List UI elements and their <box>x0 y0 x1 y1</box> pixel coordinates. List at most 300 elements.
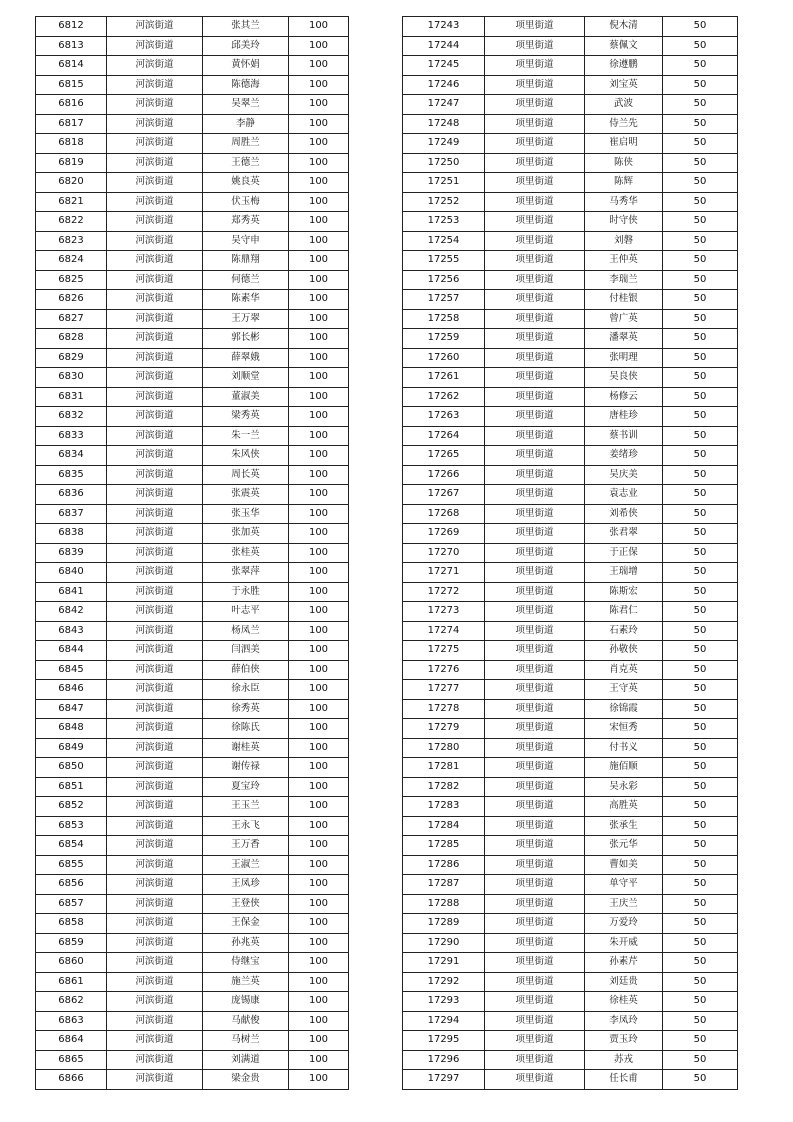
person-name-cell: 徐遵鹏 <box>585 56 663 76</box>
street-cell: 项里街道 <box>485 797 585 817</box>
street-cell: 河滨街道 <box>107 290 203 310</box>
person-name-cell: 施兰英 <box>203 972 289 992</box>
street-cell: 项里街道 <box>485 836 585 856</box>
street-cell: 河滨街道 <box>107 270 203 290</box>
street-cell: 项里街道 <box>485 699 585 719</box>
street-cell: 河滨街道 <box>107 251 203 271</box>
table-row <box>36 992 349 1012</box>
serial-number-cell: 6856 <box>36 875 107 895</box>
table-row <box>403 153 738 173</box>
table-row <box>36 192 349 212</box>
person-name-cell: 梁金贵 <box>203 1070 289 1090</box>
serial-number-cell: 17248 <box>403 114 485 134</box>
table-row <box>403 465 738 485</box>
amount-cell: 50 <box>663 329 738 349</box>
left-roster-table <box>35 16 349 1090</box>
person-name-cell: 张加英 <box>203 524 289 544</box>
table-row <box>403 329 738 349</box>
serial-number-cell: 6845 <box>36 660 107 680</box>
person-name-cell: 李凤玲 <box>585 1011 663 1031</box>
street-cell: 项里街道 <box>485 17 585 37</box>
table-row <box>36 660 349 680</box>
street-cell: 项里街道 <box>485 914 585 934</box>
table-row <box>403 602 738 622</box>
street-cell: 河滨街道 <box>107 134 203 154</box>
person-name-cell: 夏宝玲 <box>203 777 289 797</box>
person-name-cell: 周长英 <box>203 465 289 485</box>
person-name-cell: 曾广英 <box>585 309 663 329</box>
table-row <box>36 621 349 641</box>
street-cell: 河滨街道 <box>107 836 203 856</box>
street-cell: 河滨街道 <box>107 1031 203 1051</box>
street-cell: 项里街道 <box>485 680 585 700</box>
serial-number-cell: 6831 <box>36 387 107 407</box>
person-name-cell: 吴庆美 <box>585 465 663 485</box>
table-row <box>403 1031 738 1051</box>
street-cell: 河滨街道 <box>107 933 203 953</box>
serial-number-cell: 6838 <box>36 524 107 544</box>
serial-number-cell: 6846 <box>36 680 107 700</box>
amount-cell: 50 <box>663 134 738 154</box>
street-cell: 河滨街道 <box>107 231 203 251</box>
amount-cell: 100 <box>289 875 349 895</box>
person-name-cell: 黄怀娟 <box>203 56 289 76</box>
serial-number-cell: 17274 <box>403 621 485 641</box>
amount-cell: 50 <box>663 972 738 992</box>
amount-cell: 50 <box>663 797 738 817</box>
person-name-cell: 施佰顺 <box>585 758 663 778</box>
serial-number-cell: 17292 <box>403 972 485 992</box>
table-row <box>36 17 349 37</box>
amount-cell: 50 <box>663 641 738 661</box>
person-name-cell: 吴翠兰 <box>203 95 289 115</box>
street-cell: 项里街道 <box>485 641 585 661</box>
table-row <box>403 758 738 778</box>
amount-cell: 50 <box>663 602 738 622</box>
person-name-cell: 朱风侠 <box>203 446 289 466</box>
person-name-cell: 刘宝英 <box>585 75 663 95</box>
table-row <box>36 563 349 583</box>
serial-number-cell: 17245 <box>403 56 485 76</box>
person-name-cell: 唐桂珍 <box>585 407 663 427</box>
amount-cell: 100 <box>289 1070 349 1090</box>
person-name-cell: 王万香 <box>203 836 289 856</box>
amount-cell: 100 <box>289 836 349 856</box>
serial-number-cell: 6821 <box>36 192 107 212</box>
person-name-cell: 杨凤兰 <box>203 621 289 641</box>
person-name-cell: 王淑兰 <box>203 855 289 875</box>
table-row <box>403 524 738 544</box>
serial-number-cell: 6848 <box>36 719 107 739</box>
street-cell: 项里街道 <box>485 1011 585 1031</box>
serial-number-cell: 17296 <box>403 1050 485 1070</box>
person-name-cell: 杨修云 <box>585 387 663 407</box>
amount-cell: 100 <box>289 212 349 232</box>
amount-cell: 100 <box>289 426 349 446</box>
serial-number-cell: 6864 <box>36 1031 107 1051</box>
serial-number-cell: 17276 <box>403 660 485 680</box>
serial-number-cell: 6841 <box>36 582 107 602</box>
street-cell: 项里街道 <box>485 387 585 407</box>
amount-cell: 100 <box>289 914 349 934</box>
person-name-cell: 刘满道 <box>203 1050 289 1070</box>
person-name-cell: 董淑美 <box>203 387 289 407</box>
table-row <box>36 914 349 934</box>
person-name-cell: 王德兰 <box>203 153 289 173</box>
amount-cell: 100 <box>289 680 349 700</box>
street-cell: 河滨街道 <box>107 894 203 914</box>
serial-number-cell: 6837 <box>36 504 107 524</box>
amount-cell: 50 <box>663 621 738 641</box>
amount-cell: 50 <box>663 348 738 368</box>
serial-number-cell: 6854 <box>36 836 107 856</box>
serial-number-cell: 17287 <box>403 875 485 895</box>
person-name-cell: 于正保 <box>585 543 663 563</box>
street-cell: 河滨街道 <box>107 192 203 212</box>
person-name-cell: 陈侠 <box>585 153 663 173</box>
table-row <box>403 660 738 680</box>
table-row <box>36 309 349 329</box>
amount-cell: 100 <box>289 17 349 37</box>
amount-cell: 100 <box>289 1031 349 1051</box>
serial-number-cell: 6853 <box>36 816 107 836</box>
person-name-cell: 苏戎 <box>585 1050 663 1070</box>
street-cell: 项里街道 <box>485 114 585 134</box>
table-row <box>36 212 349 232</box>
serial-number-cell: 6812 <box>36 17 107 37</box>
serial-number-cell: 17259 <box>403 329 485 349</box>
person-name-cell: 姜绪珍 <box>585 446 663 466</box>
table-row <box>36 231 349 251</box>
table-row <box>36 36 349 56</box>
street-cell: 项里街道 <box>485 290 585 310</box>
table-row <box>403 309 738 329</box>
amount-cell: 50 <box>663 719 738 739</box>
street-cell: 项里街道 <box>485 894 585 914</box>
amount-cell: 50 <box>663 1011 738 1031</box>
person-name-cell: 张桂英 <box>203 543 289 563</box>
table-row <box>36 875 349 895</box>
person-name-cell: 王保金 <box>203 914 289 934</box>
amount-cell: 50 <box>663 524 738 544</box>
serial-number-cell: 6852 <box>36 797 107 817</box>
serial-number-cell: 6839 <box>36 543 107 563</box>
serial-number-cell: 17268 <box>403 504 485 524</box>
amount-cell: 100 <box>289 641 349 661</box>
street-cell: 项里街道 <box>485 446 585 466</box>
street-cell: 河滨街道 <box>107 582 203 602</box>
table-row <box>36 114 349 134</box>
amount-cell: 100 <box>289 173 349 193</box>
amount-cell: 50 <box>663 17 738 37</box>
left-roster-body <box>36 17 349 1090</box>
street-cell: 项里街道 <box>485 992 585 1012</box>
person-name-cell: 徐陈氏 <box>203 719 289 739</box>
amount-cell: 50 <box>663 582 738 602</box>
street-cell: 河滨街道 <box>107 17 203 37</box>
person-name-cell: 于永胜 <box>203 582 289 602</box>
person-name-cell: 付书义 <box>585 738 663 758</box>
serial-number-cell: 17254 <box>403 231 485 251</box>
amount-cell: 50 <box>663 504 738 524</box>
amount-cell: 100 <box>289 699 349 719</box>
serial-number-cell: 17297 <box>403 1070 485 1090</box>
table-row <box>36 75 349 95</box>
street-cell: 项里街道 <box>485 1050 585 1070</box>
person-name-cell: 陈鼎翔 <box>203 251 289 271</box>
serial-number-cell: 17294 <box>403 1011 485 1031</box>
serial-number-cell: 6855 <box>36 855 107 875</box>
table-row <box>403 836 738 856</box>
table-row <box>403 563 738 583</box>
serial-number-cell: 6829 <box>36 348 107 368</box>
street-cell: 河滨街道 <box>107 36 203 56</box>
serial-number-cell: 6849 <box>36 738 107 758</box>
street-cell: 项里街道 <box>485 777 585 797</box>
street-cell: 项里街道 <box>485 36 585 56</box>
amount-cell: 50 <box>663 485 738 505</box>
serial-number-cell: 6823 <box>36 231 107 251</box>
table-row <box>36 933 349 953</box>
serial-number-cell: 6830 <box>36 368 107 388</box>
table-row <box>36 680 349 700</box>
person-name-cell: 徐秀英 <box>203 699 289 719</box>
serial-number-cell: 17260 <box>403 348 485 368</box>
person-name-cell: 张震英 <box>203 485 289 505</box>
person-name-cell: 张君翠 <box>585 524 663 544</box>
amount-cell: 50 <box>663 290 738 310</box>
table-row <box>36 953 349 973</box>
street-cell: 项里街道 <box>485 758 585 778</box>
person-name-cell: 肖克英 <box>585 660 663 680</box>
serial-number-cell: 6857 <box>36 894 107 914</box>
table-row <box>403 56 738 76</box>
serial-number-cell: 6860 <box>36 953 107 973</box>
person-name-cell: 马树兰 <box>203 1031 289 1051</box>
serial-number-cell: 17270 <box>403 543 485 563</box>
person-name-cell: 时守侠 <box>585 212 663 232</box>
amount-cell: 100 <box>289 504 349 524</box>
table-row <box>403 212 738 232</box>
street-cell: 河滨街道 <box>107 992 203 1012</box>
person-name-cell: 崔启明 <box>585 134 663 154</box>
street-cell: 河滨街道 <box>107 212 203 232</box>
person-name-cell: 叶志平 <box>203 602 289 622</box>
serial-number-cell: 17290 <box>403 933 485 953</box>
serial-number-cell: 17243 <box>403 17 485 37</box>
amount-cell: 100 <box>289 153 349 173</box>
person-name-cell: 孙敬侠 <box>585 641 663 661</box>
serial-number-cell: 17261 <box>403 368 485 388</box>
person-name-cell: 刘希侠 <box>585 504 663 524</box>
amount-cell: 100 <box>289 290 349 310</box>
table-row <box>403 621 738 641</box>
amount-cell: 100 <box>289 407 349 427</box>
serial-number-cell: 6822 <box>36 212 107 232</box>
street-cell: 河滨街道 <box>107 855 203 875</box>
serial-number-cell: 17269 <box>403 524 485 544</box>
serial-number-cell: 17256 <box>403 270 485 290</box>
amount-cell: 100 <box>289 446 349 466</box>
serial-number-cell: 6817 <box>36 114 107 134</box>
amount-cell: 50 <box>663 192 738 212</box>
serial-number-cell: 17278 <box>403 699 485 719</box>
amount-cell: 50 <box>663 914 738 934</box>
table-row <box>403 582 738 602</box>
street-cell: 项里街道 <box>485 1070 585 1090</box>
person-name-cell: 吴良侠 <box>585 368 663 388</box>
person-name-cell: 宋恒秀 <box>585 719 663 739</box>
serial-number-cell: 17253 <box>403 212 485 232</box>
serial-number-cell: 17267 <box>403 485 485 505</box>
table-row <box>403 426 738 446</box>
amount-cell: 50 <box>663 114 738 134</box>
amount-cell: 100 <box>289 1050 349 1070</box>
street-cell: 河滨街道 <box>107 914 203 934</box>
table-row <box>403 173 738 193</box>
amount-cell: 100 <box>289 36 349 56</box>
table-row <box>36 699 349 719</box>
street-cell: 河滨街道 <box>107 758 203 778</box>
person-name-cell: 郭长彬 <box>203 329 289 349</box>
serial-number-cell: 17258 <box>403 309 485 329</box>
amount-cell: 100 <box>289 894 349 914</box>
serial-number-cell: 6843 <box>36 621 107 641</box>
serial-number-cell: 17262 <box>403 387 485 407</box>
table-row <box>403 134 738 154</box>
amount-cell: 100 <box>289 251 349 271</box>
person-name-cell: 侍继宝 <box>203 953 289 973</box>
serial-number-cell: 17286 <box>403 855 485 875</box>
street-cell: 河滨街道 <box>107 1050 203 1070</box>
street-cell: 项里街道 <box>485 504 585 524</box>
street-cell: 河滨街道 <box>107 524 203 544</box>
amount-cell: 50 <box>663 426 738 446</box>
serial-number-cell: 6847 <box>36 699 107 719</box>
serial-number-cell: 17246 <box>403 75 485 95</box>
amount-cell: 100 <box>289 56 349 76</box>
amount-cell: 100 <box>289 387 349 407</box>
person-name-cell: 武波 <box>585 95 663 115</box>
person-name-cell: 陈辉 <box>585 173 663 193</box>
person-name-cell: 刘廷贵 <box>585 972 663 992</box>
amount-cell: 100 <box>289 1011 349 1031</box>
serial-number-cell: 17288 <box>403 894 485 914</box>
street-cell: 项里街道 <box>485 465 585 485</box>
serial-number-cell: 17251 <box>403 173 485 193</box>
street-cell: 河滨街道 <box>107 563 203 583</box>
table-row <box>36 602 349 622</box>
amount-cell: 100 <box>289 719 349 739</box>
table-row <box>36 153 349 173</box>
table-row <box>36 719 349 739</box>
street-cell: 河滨街道 <box>107 875 203 895</box>
street-cell: 项里街道 <box>485 270 585 290</box>
serial-number-cell: 17264 <box>403 426 485 446</box>
amount-cell: 50 <box>663 836 738 856</box>
person-name-cell: 张元华 <box>585 836 663 856</box>
amount-cell: 50 <box>663 660 738 680</box>
person-name-cell: 孙兆英 <box>203 933 289 953</box>
amount-cell: 100 <box>289 855 349 875</box>
person-name-cell: 王玉兰 <box>203 797 289 817</box>
street-cell: 项里街道 <box>485 173 585 193</box>
person-name-cell: 孙素芹 <box>585 953 663 973</box>
amount-cell: 50 <box>663 75 738 95</box>
person-name-cell: 王凤珍 <box>203 875 289 895</box>
serial-number-cell: 17275 <box>403 641 485 661</box>
street-cell: 河滨街道 <box>107 56 203 76</box>
amount-cell: 50 <box>663 699 738 719</box>
table-row <box>36 777 349 797</box>
amount-cell: 50 <box>663 933 738 953</box>
person-name-cell: 李瑞兰 <box>585 270 663 290</box>
amount-cell: 50 <box>663 36 738 56</box>
table-row <box>36 855 349 875</box>
amount-cell: 50 <box>663 680 738 700</box>
table-row <box>403 192 738 212</box>
table-row <box>403 777 738 797</box>
street-cell: 项里街道 <box>485 95 585 115</box>
street-cell: 项里街道 <box>485 485 585 505</box>
street-cell: 河滨街道 <box>107 75 203 95</box>
amount-cell: 50 <box>663 1050 738 1070</box>
amount-cell: 50 <box>663 1031 738 1051</box>
street-cell: 项里街道 <box>485 524 585 544</box>
serial-number-cell: 17279 <box>403 719 485 739</box>
table-row <box>403 348 738 368</box>
street-cell: 河滨街道 <box>107 621 203 641</box>
amount-cell: 50 <box>663 992 738 1012</box>
street-cell: 项里街道 <box>485 933 585 953</box>
table-row <box>403 953 738 973</box>
right-roster-table <box>402 16 738 1090</box>
street-cell: 河滨街道 <box>107 680 203 700</box>
serial-number-cell: 17255 <box>403 251 485 271</box>
person-name-cell: 王登侠 <box>203 894 289 914</box>
serial-number-cell: 17252 <box>403 192 485 212</box>
person-name-cell: 蔡书训 <box>585 426 663 446</box>
amount-cell: 100 <box>289 582 349 602</box>
person-name-cell: 倪木清 <box>585 17 663 37</box>
table-row <box>36 251 349 271</box>
amount-cell: 50 <box>663 251 738 271</box>
street-cell: 河滨街道 <box>107 465 203 485</box>
street-cell: 河滨街道 <box>107 153 203 173</box>
serial-number-cell: 17266 <box>403 465 485 485</box>
serial-number-cell: 17282 <box>403 777 485 797</box>
serial-number-cell: 17257 <box>403 290 485 310</box>
person-name-cell: 李静 <box>203 114 289 134</box>
amount-cell: 100 <box>289 192 349 212</box>
amount-cell: 50 <box>663 212 738 232</box>
street-cell: 河滨街道 <box>107 426 203 446</box>
table-row <box>36 387 349 407</box>
serial-number-cell: 17250 <box>403 153 485 173</box>
street-cell: 河滨街道 <box>107 173 203 193</box>
serial-number-cell: 6819 <box>36 153 107 173</box>
table-row <box>36 1050 349 1070</box>
person-name-cell: 王永飞 <box>203 816 289 836</box>
serial-number-cell: 6832 <box>36 407 107 427</box>
amount-cell: 50 <box>663 894 738 914</box>
serial-number-cell: 6813 <box>36 36 107 56</box>
person-name-cell: 石素玲 <box>585 621 663 641</box>
person-name-cell: 张玉华 <box>203 504 289 524</box>
serial-number-cell: 6859 <box>36 933 107 953</box>
street-cell: 项里街道 <box>485 582 585 602</box>
table-row <box>36 524 349 544</box>
